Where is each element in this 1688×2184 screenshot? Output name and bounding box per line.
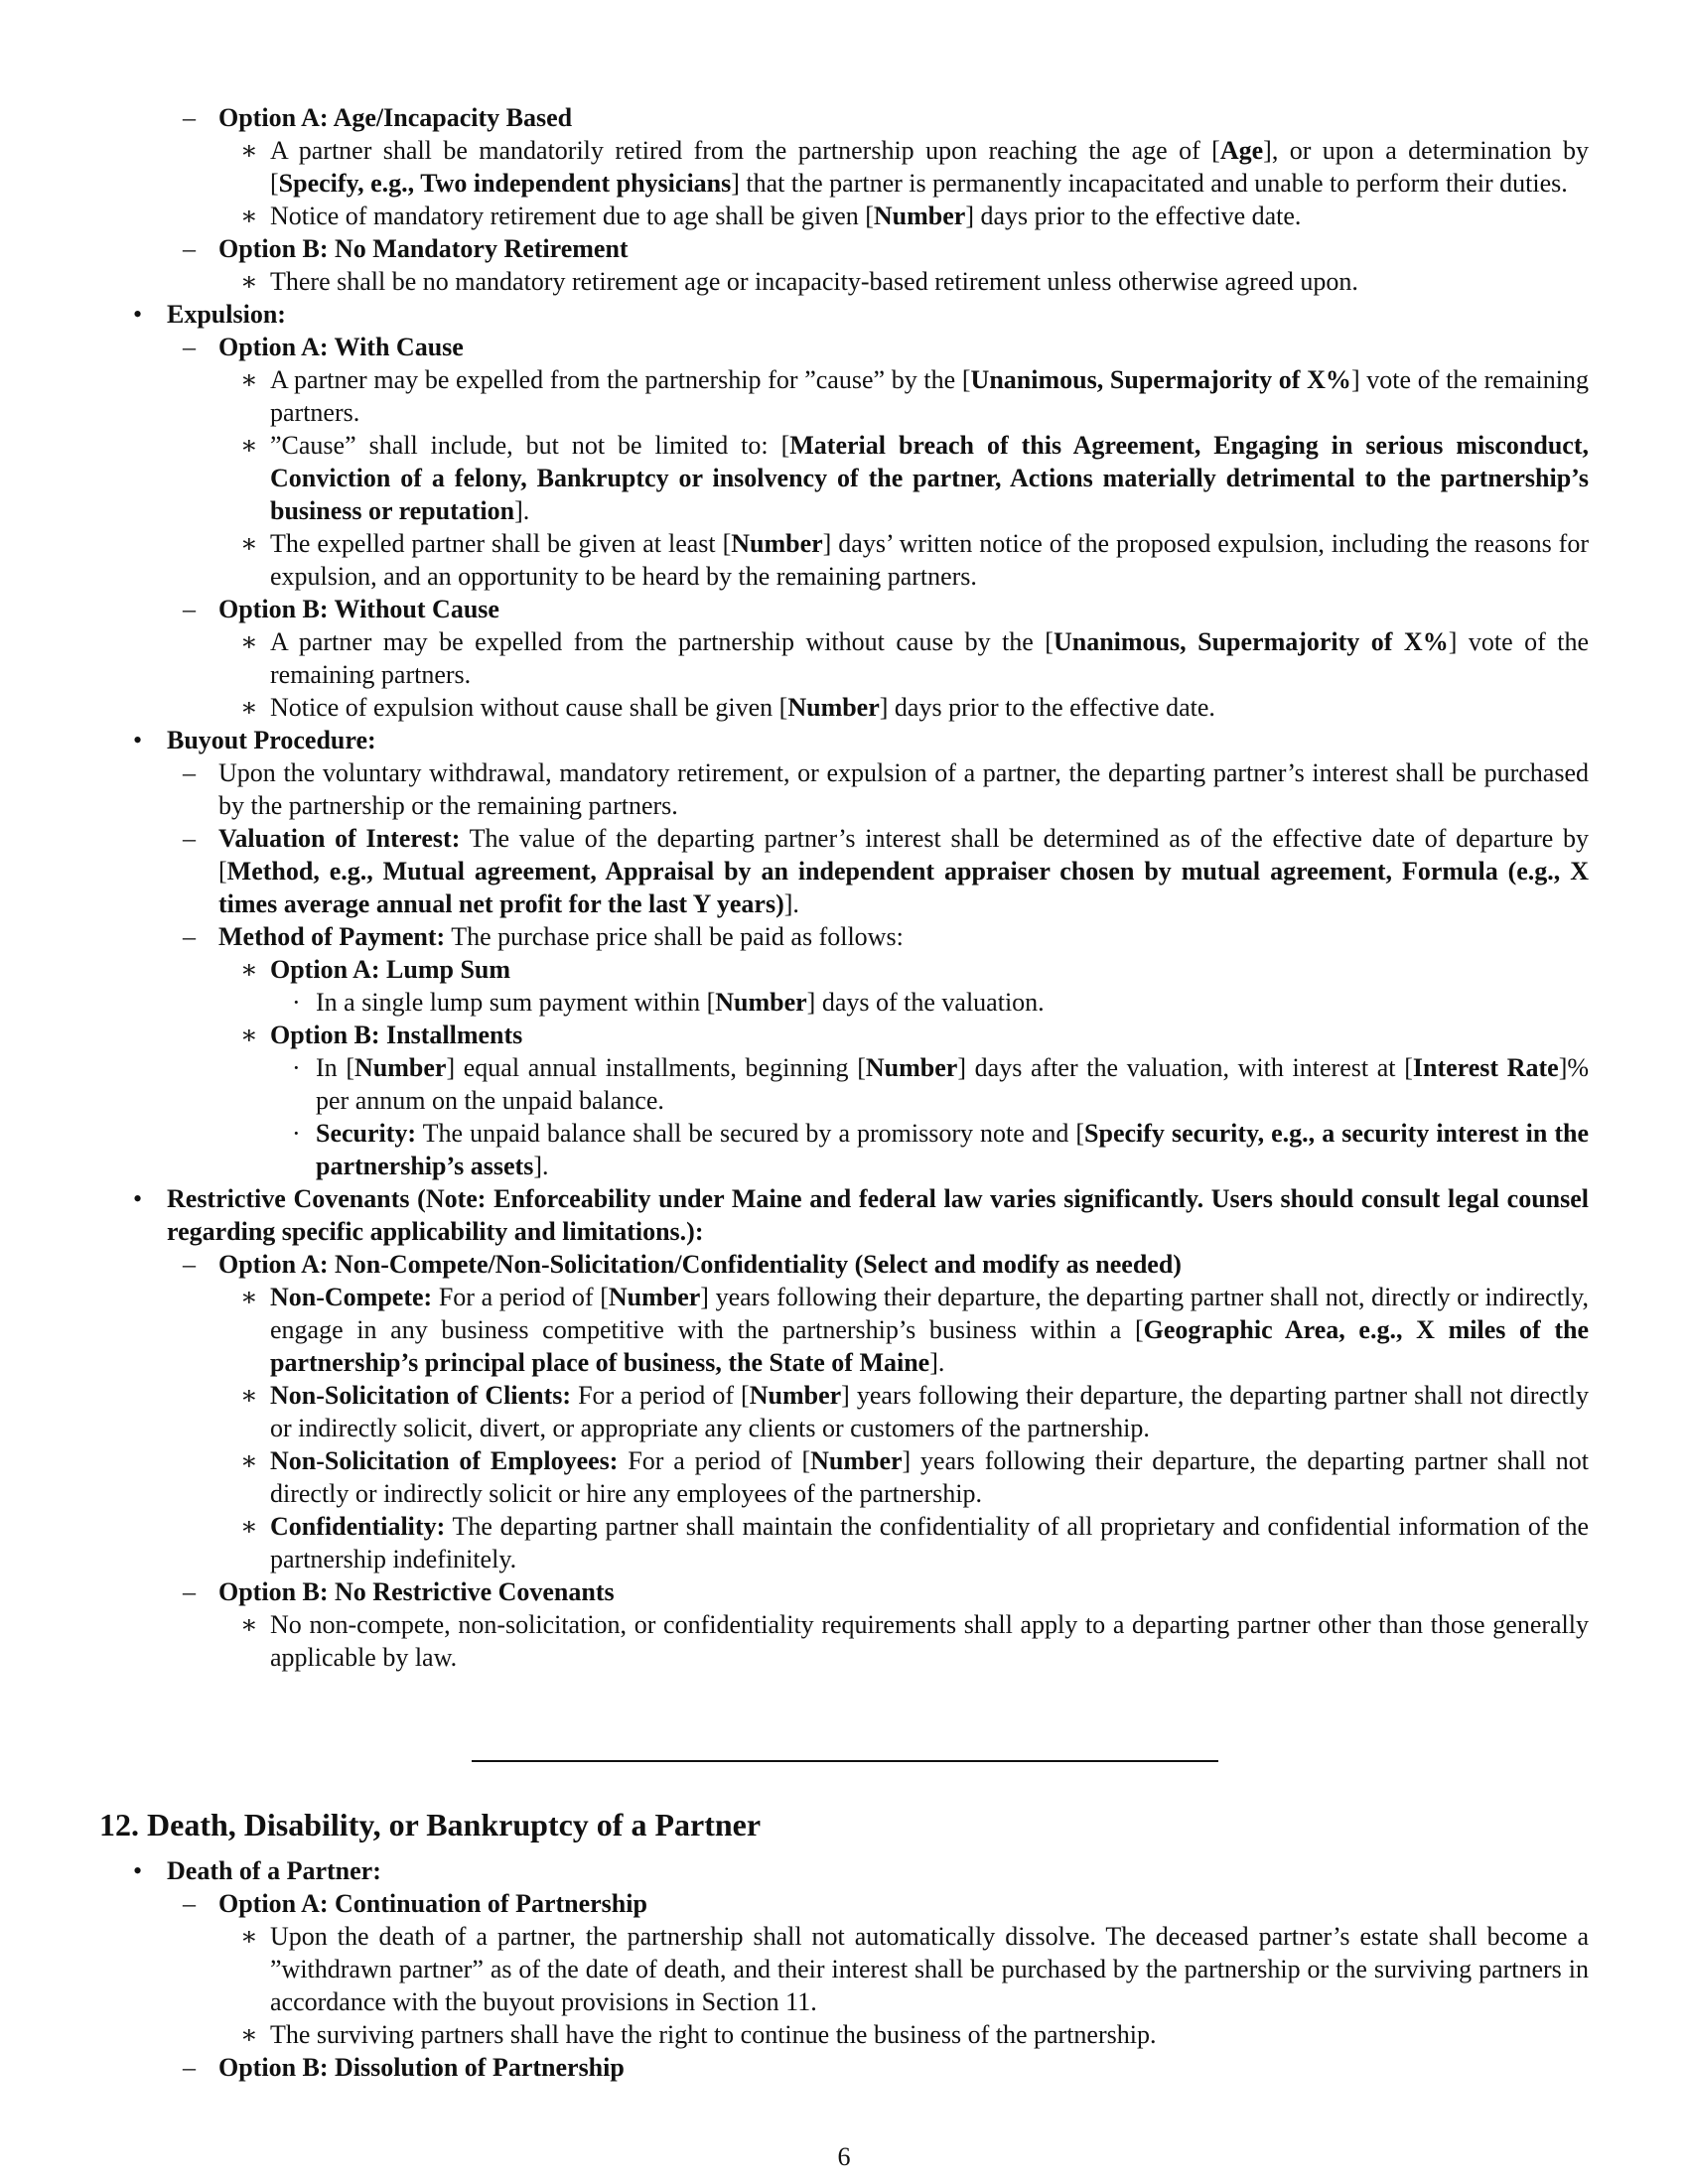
list-item: ∗ A partner shall be mandatorily retired from the partnership upon reaching the age of [Age], or upon a determination by [Specify, e.g., Two independent physicians] that the partner is permanently incapacitated and unable to perform their duties. (240, 136, 1589, 198)
mandatory-retirement-option-b (159, 232, 1589, 298)
section-title: Restrictive Covenants (Note: Enforceability under Maine and federal law varies significantly. Users should consult legal counsel regarding specific applicability and limitations.): (167, 1184, 1589, 1246)
option-title: Option A: Age/Incapacity Based (218, 103, 573, 132)
mandatory-retirement-option-a (159, 101, 1589, 232)
dash-marker: – (183, 824, 196, 853)
list-item: · Security: The unpaid balance shall be secured by a promissory note and [Specify security, e.g., a security interest in the partnership’s assets]. (292, 1119, 1589, 1180)
dash-marker: – (183, 758, 196, 787)
list-item: ∗ A partner may be expelled from the partnership for ”cause” by the [Unanimous, Supermajority of X%] vote of the remaining partners. (240, 365, 1589, 427)
list-item: · In [Number] equal annual installments, beginning [Number] days after the valuation, with interest at [Interest Rate]% per annum on the unpaid balance. (292, 1053, 1590, 1115)
star-marker: ∗ (240, 136, 258, 165)
star-marker: ∗ (240, 1446, 258, 1475)
dash-marker: – (183, 1250, 196, 1279)
option-title: Option A: With Cause (218, 333, 464, 361)
page-number: 6 (837, 2142, 851, 2171)
section-title: Expulsion: (167, 300, 286, 329)
star-marker: ∗ (240, 267, 258, 296)
section-12-content (99, 1854, 1589, 2084)
star-marker: ∗ (240, 1021, 258, 1049)
star-marker: ∗ (240, 1283, 258, 1311)
dash-marker: – (183, 1577, 196, 1606)
dash-marker: – (183, 333, 196, 361)
list-item: ∗ There shall be no mandatory retirement age or incapacity-based retirement unless otherwise agreed upon. (240, 267, 1358, 296)
list-item: ∗ A partner may be expelled from the partnership without cause by the [Unanimous, Supermajority of X%] vote of the remaining partners. (240, 627, 1589, 689)
star-marker: ∗ (240, 1512, 258, 1541)
dash-marker: – (183, 103, 196, 132)
dash-marker: – (183, 1889, 196, 1918)
payment-option-b: ∗ Option B: Installments · In [Number] equal annual installments, beginning [Number] days after the valuation, with interest at [Interest Rate]% per annum on the unpaid balance. · Security: The unpaid balance shall be secured by a promissory note and [Specify security, e.g., a security interest in the partnership’s assets]. (240, 1021, 1590, 1180)
bullet-marker: • (133, 1856, 143, 1885)
option-title: Option B: Without Cause (218, 595, 499, 623)
bullet-marker: • (133, 300, 143, 329)
list-item: ∗ Confidentiality: The departing partner shall maintain the confidentiality of all proprietary and confidential information of the partnership indefinitely. (240, 1512, 1589, 1573)
option-title: Option B: Dissolution of Partnership (218, 2053, 625, 2082)
section-title: Buyout Procedure: (167, 726, 376, 754)
section-12-heading: 12. Death, Disability, or Bankruptcy of a Partner (99, 1807, 762, 1843)
star-marker: ∗ (240, 202, 258, 230)
list-item: ∗ No non-compete, non-solicitation, or confidentiality requirements shall apply to a departing partner other than those generally applicable by law. (240, 1610, 1589, 1672)
option-title: Option B: No Mandatory Retirement (218, 234, 629, 263)
covenants-option-a (159, 1248, 1589, 1575)
list-item: ∗ Non-Solicitation of Employees: For a period of [Number] years following their departure, the departing partner shall not directly or indirectly solicit or hire any employees of the partnership. (240, 1446, 1589, 1508)
dash-marker: – (183, 234, 196, 263)
dash-marker: – (183, 922, 196, 951)
star-marker: ∗ (240, 955, 258, 984)
star-marker: ∗ (240, 1381, 258, 1410)
star-marker: ∗ (240, 431, 258, 460)
list-item: ∗ The expelled partner shall be given at least [Number] days’ written notice of the proposed expulsion, including the reasons for expulsion, and an opportunity to be heard by the remaining partners. (240, 529, 1590, 591)
list-item: ∗ Non-Solicitation of Clients: For a period of [Number] years following their departure, the departing partner shall not directly or indirectly solicit, divert, or appropriate any clients or customers of the partnership. (240, 1381, 1589, 1442)
list-item: – Valuation of Interest: The value of the departing partner’s interest shall be determined as of the effective date of departure by [Method, e.g., Mutual agreement, Appraisal by an independent appraiser chosen by mutual agreement, Formula (e.g., X times average annual net profit for the last Y years)]. (183, 824, 1589, 918)
star-marker: ∗ (240, 1922, 258, 1951)
star-marker: ∗ (240, 529, 258, 558)
bullet-marker: • (133, 1184, 143, 1213)
buyout-section (99, 724, 1589, 1182)
covenants-section (99, 1182, 1589, 1674)
covenants-option-b (159, 1575, 1589, 1674)
death-of-partner (99, 1854, 1589, 2084)
dot-marker: · (292, 1119, 301, 1148)
star-marker: ∗ (240, 2020, 258, 2049)
list-item: ∗ Upon the death of a partner, the partnership shall not automatically dissolve. The deceased partner’s estate shall become a ”withdrawn partner” as of the date of death, and their interest shall be purchased by the partnership or the surviving partners in accordance with the buyout provisions in Section 11. (240, 1922, 1589, 2016)
dot-marker: · (292, 1053, 301, 1082)
section-title: Death of a Partner: (167, 1856, 381, 1885)
death-option-b (159, 2051, 1589, 2084)
dot-marker: · (292, 988, 301, 1017)
list-item: ∗ ”Cause” shall include, but not be limited to: [Material breach of this Agreement, Engaging in serious misconduct, Conviction of a felony, Bankruptcy or insolvency of the partner, Actions materially detrimental to the partnership’s business or reputation]. (240, 431, 1589, 525)
payment-method: – Method of Payment: The purchase price shall be paid as follows: ∗ Option A: Lump Sum · In a single lump sum payment within [Number] days of the valuation. ∗ Option B: Installments · In [Number] equal annual installments, beginning [Number] days after the valuation, with interest at [Interest Rate]% per annum on the unpaid balance. · Security: The unpaid balance shall be secured by a promissory note and [Specify security, e.g., a security interest in the partnership’s assets]. (183, 922, 1590, 1180)
list-item: · In a single lump sum payment within [Number] days of the valuation. (292, 988, 1045, 1017)
expulsion-option-a (159, 331, 1589, 593)
star-marker: ∗ (240, 365, 258, 394)
expulsion-section (99, 298, 1589, 724)
dash-marker: – (183, 595, 196, 623)
list-item: ∗ Notice of expulsion without cause shall be given [Number] days prior to the effective date. (240, 693, 1215, 722)
list-item: ∗ The surviving partners shall have the right to continue the business of the partnership. (240, 2020, 1157, 2049)
dash-marker: – (183, 2053, 196, 2082)
list-item: – Upon the voluntary withdrawal, mandatory retirement, or expulsion of a partner, the departing partner’s interest shall be purchased by the partnership or the remaining partners. (183, 758, 1589, 820)
star-marker: ∗ (240, 627, 258, 656)
option-title: Option B: No Restrictive Covenants (218, 1577, 615, 1606)
bullet-marker: • (133, 726, 143, 754)
expulsion-option-b (159, 593, 1589, 724)
option-title: Option A: Non-Compete/Non-Solicitation/Confidentiality (Select and modify as needed) (218, 1250, 1182, 1279)
star-marker: ∗ (240, 1610, 258, 1639)
section-11-continuation (99, 101, 1589, 1674)
list-item: ∗ Notice of mandatory retirement due to age shall be given [Number] days prior to the effective date. (240, 202, 1302, 230)
option-title: Option A: Continuation of Partnership (218, 1889, 647, 1918)
payment-option-a: ∗ Option A: Lump Sum · In a single lump sum payment within [Number] days of the valuation. (218, 953, 1589, 1019)
death-option-a (159, 1887, 1589, 2051)
section-divider (472, 1760, 1218, 1762)
star-marker: ∗ (240, 693, 258, 722)
list-item: ∗ Non-Compete: For a period of [Number] years following their departure, the departing partner shall not, directly or indirectly, engage in any business competitive with the partnership’s business within a [Geographic Area, e.g., X miles of the partnership’s principal place of business, the State of Maine]. (240, 1283, 1590, 1377)
